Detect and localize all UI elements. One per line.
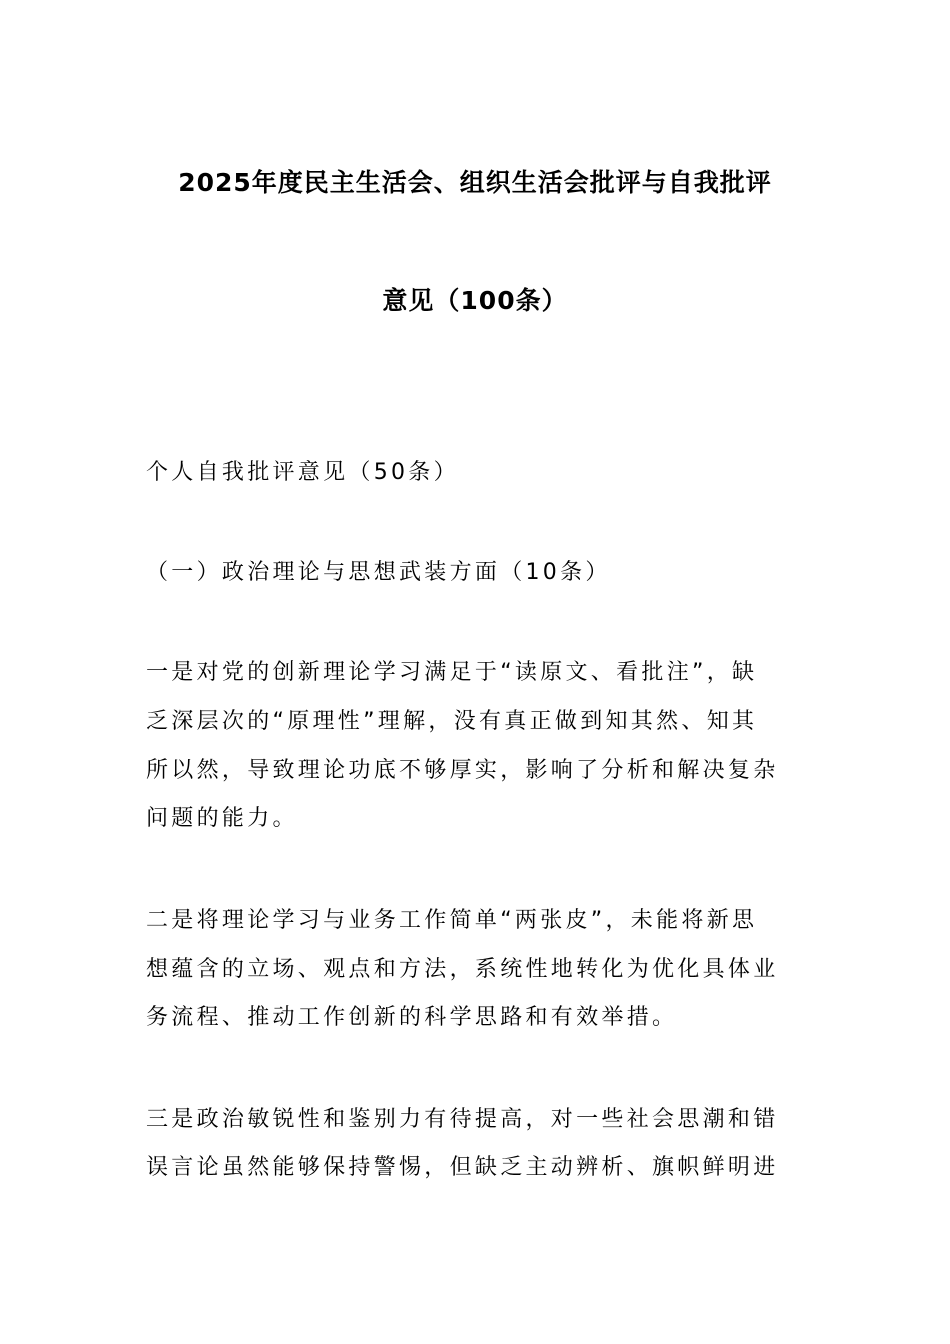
- subsection-heading: （一）政治理论与思想武装方面（10条）: [146, 560, 611, 585]
- paragraph-line: 想蕴含的立场、观点和方法，系统性地转化为优化具体业: [146, 957, 779, 982]
- paragraph-line: 三是政治敏锐性和鉴别力有待提高，对一些社会思潮和错: [146, 1107, 779, 1132]
- paragraph-line: 乏深层次的“原理性”理解，没有真正做到知其然、知其: [146, 709, 758, 734]
- paragraph-line: 问题的能力。: [146, 806, 298, 831]
- document-title-line-1: 2025年度民主生活会、组织生活会批评与自我批评: [178, 168, 772, 197]
- document-title-line-2: 意见（100条）: [382, 286, 568, 315]
- paragraph-line: 误言论虽然能够保持警惕，但缺乏主动辨析、旗帜鲜明进: [146, 1155, 779, 1180]
- paragraph-line: 务流程、推动工作创新的科学思路和有效举措。: [146, 1005, 678, 1030]
- paragraph-line: 一是对党的创新理论学习满足于“读原文、看批注”，缺: [146, 660, 758, 685]
- paragraph-line: 二是将理论学习与业务工作简单“两张皮”，未能将新思: [146, 908, 758, 933]
- paragraph-line: 所以然，导致理论功底不够厚实，影响了分析和解决复杂: [146, 758, 779, 783]
- section-heading: 个人自我批评意见（50条）: [146, 460, 459, 485]
